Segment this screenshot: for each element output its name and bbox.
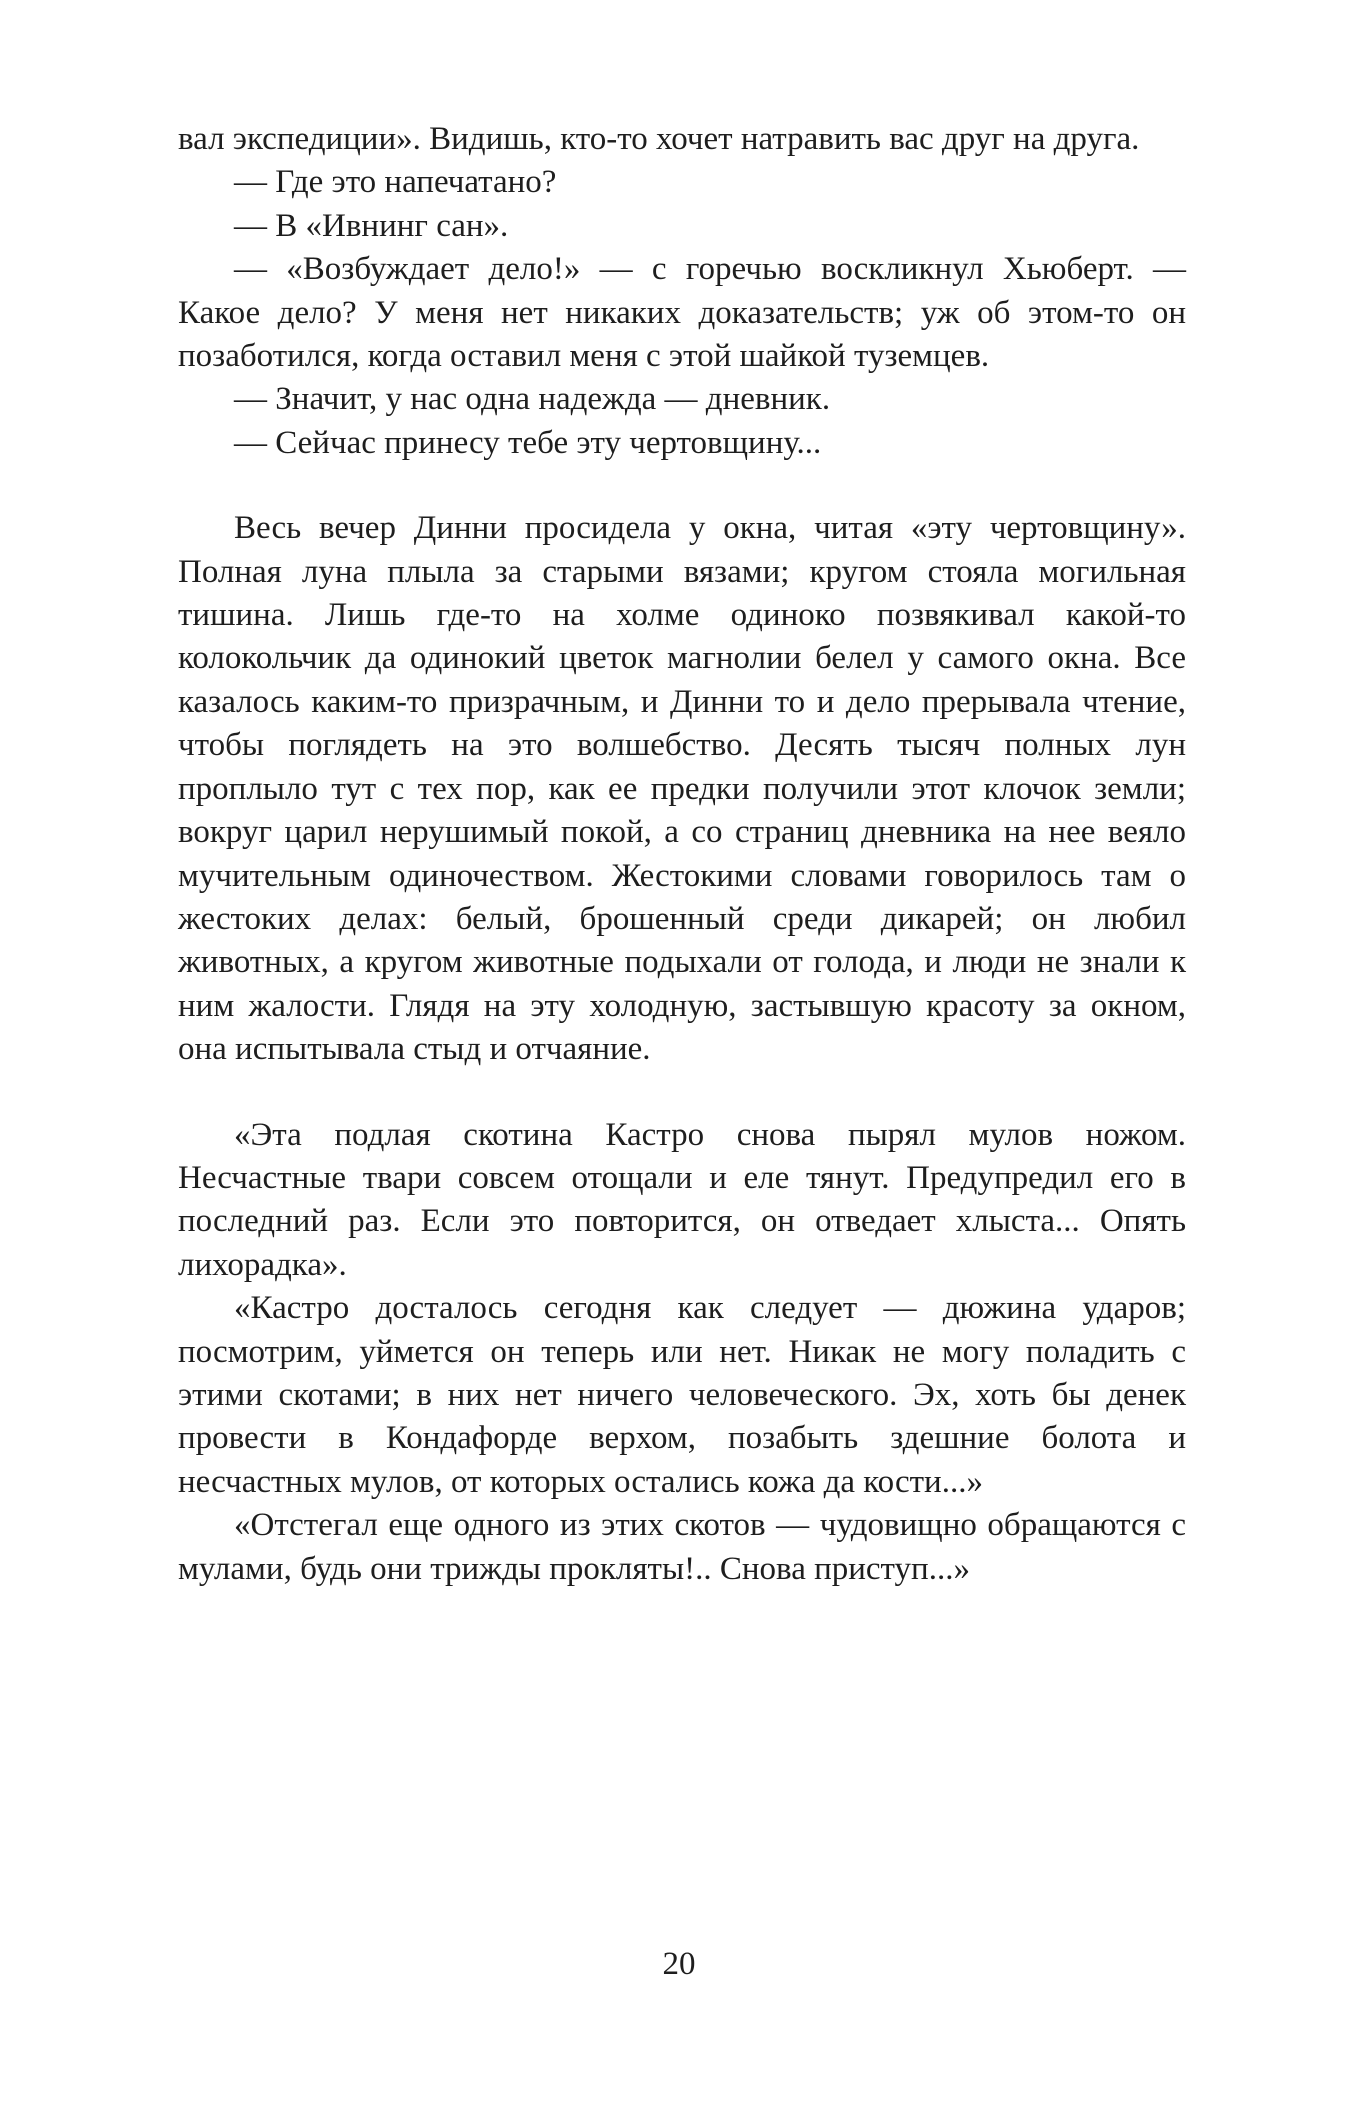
paragraph: «Кастро досталось сегодня как следует — дюжина ударов; посмотрим, уймется он теперь или нет. Никак не могу поладить с этими скотами; в них нет ничего человеческого. Эх, хоть бы денек провести в Кондафорде верхом, позабыть здешние болота и несчастных мулов, от которых остались кожа да кости...»: [178, 1290, 1186, 1500]
paragraph: — «Возбуждает дело!» — с горечью воскликнул Хьюберт. — Какое дело? У меня нет никаких доказательств; уж об этом-то он позаботился, когда оставил меня с этой шайкой туземцев.: [178, 251, 1186, 375]
paragraph: — Значит, у нас одна надежда — дневник.: [234, 381, 831, 418]
page-body: [178, 118, 1186, 1591]
paragraph: «Эта подлая скотина Кастро снова пырял мулов ножом. Несчастные твари совсем отощали и еле тянут. Предупредил его в последний раз. Если это повторится, он отведает хлыста... Опять лихорадка».: [178, 1116, 1186, 1283]
page-number: 20: [662, 1946, 696, 1982]
section-narration: [178, 507, 1186, 1071]
section-dialogue: [178, 118, 1186, 465]
section-diary-quotes: [178, 1114, 1186, 1591]
paragraph: — Сейчас принесу тебе эту чертовщину...: [234, 424, 822, 461]
paragraph: «Отстегал еще одного из этих скотов — чудовищно обращаются с мулами, будь они трижды прокляты!.. Снова приступ...»: [178, 1507, 1186, 1587]
paragraph: вал экспедиции». Видишь, кто-то хочет натравить вас друг на друга.: [178, 121, 1140, 157]
paragraph: — В «Ивнинг сан».: [234, 207, 509, 244]
paragraph: — Где это напечатано?: [234, 164, 557, 201]
paragraph: Весь вечер Динни просидела у окна, читая «эту чертовщину». Полная луна плыла за старыми вязами; кругом стояла могильная тишина. Лишь где-то на холме одиноко позвякивал какой-то колокольчик да одинокий цветок магнолии белел у самого окна. Все казалось каким-то призрачным, и Динни то и дело прерывала чтение, чтобы поглядеть на это волшебство. Десять тысяч полных лун проплыло тут с тех пор, как ее предки получили этот клочок земли; вокруг царил нерушимый покой, а со страниц дневника на нее веяло мучительным одиночеством. Жестокими словами говорилось там о жестоких делах: белый, брошенный среди дикарей; он любил животных, а кругом животные подыхали от голода, и люди не знали к ним жалости. Глядя на эту холодную, застывшую красоту за окном, она испытывала стыд и отчаяние.: [178, 510, 1186, 1068]
